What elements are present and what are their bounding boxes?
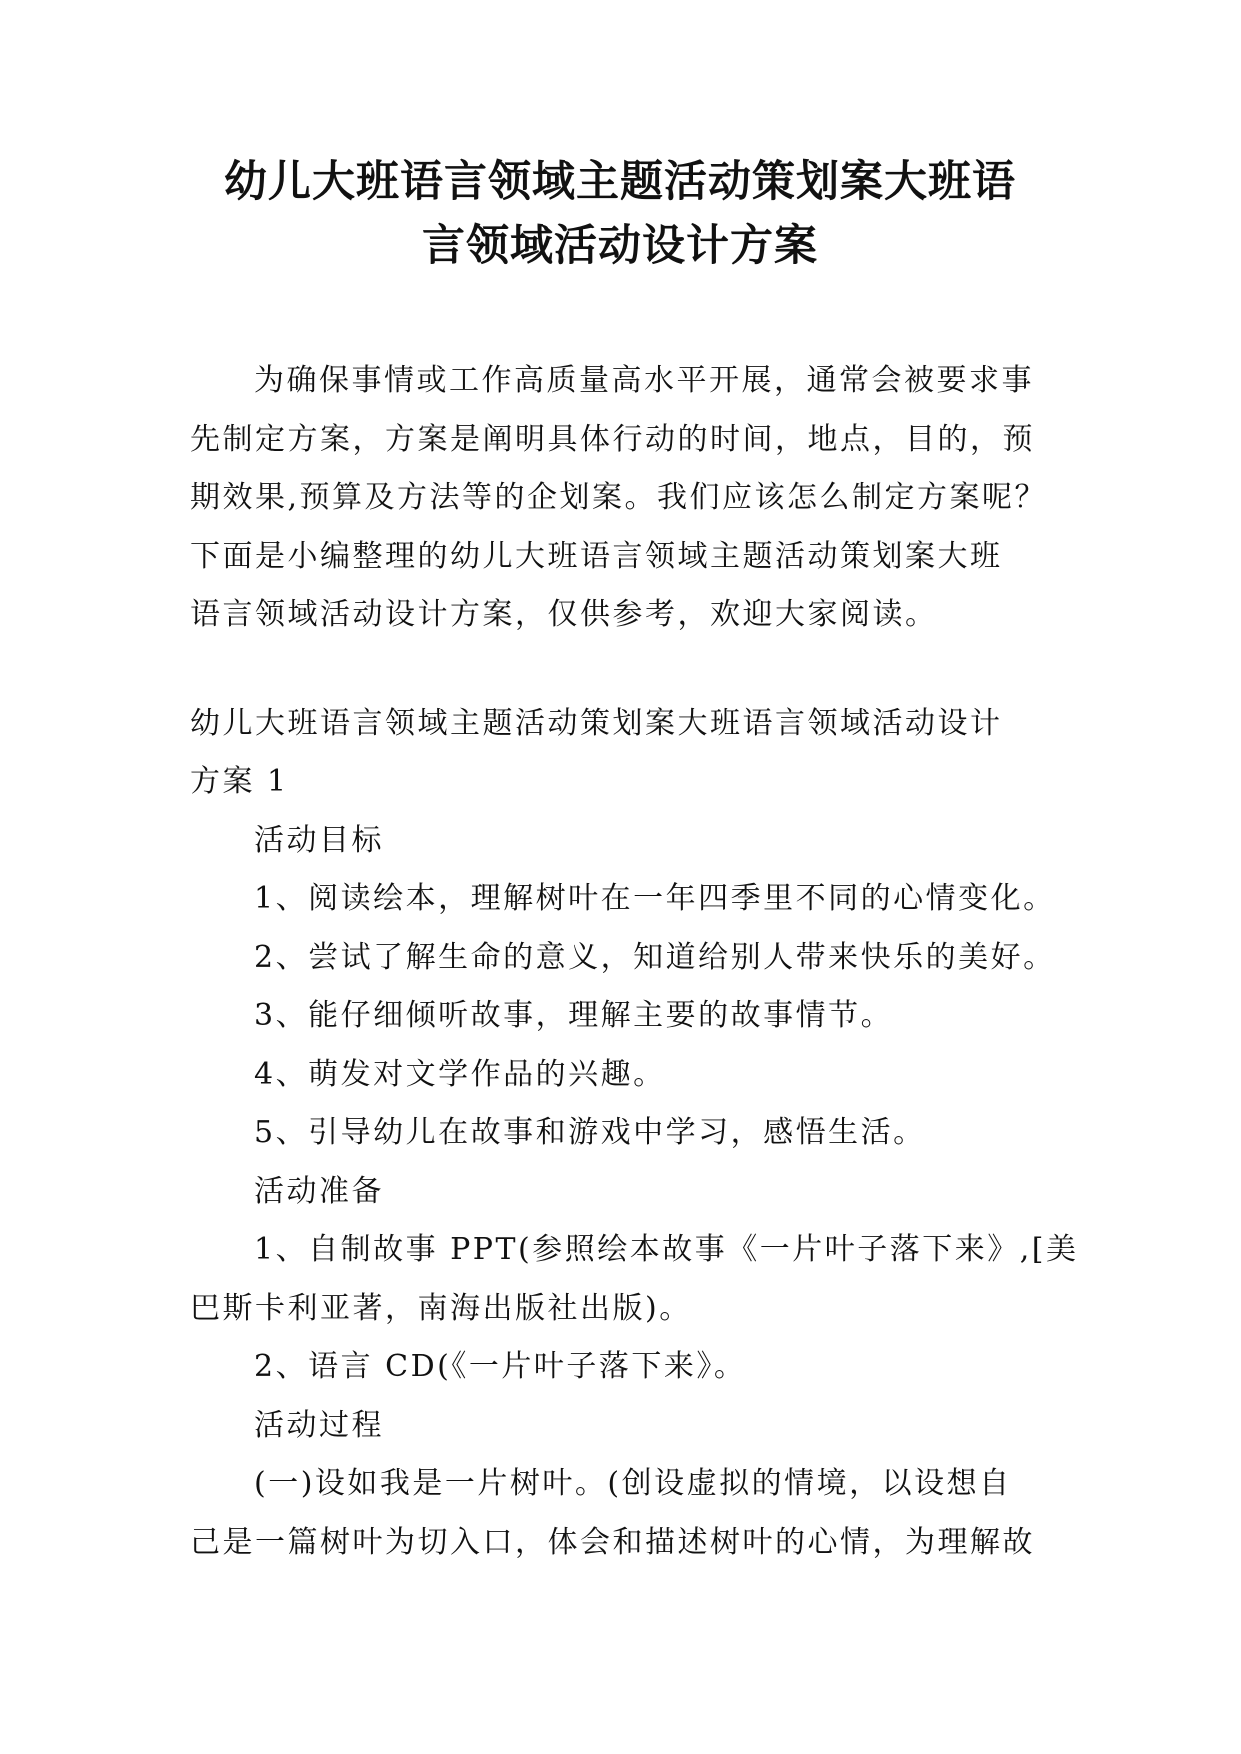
intro-line-5: 语言领域活动设计方案，仅供参考，欢迎大家阅读。 xyxy=(190,597,938,632)
goal-item: 3、能仔细倾听故事，理解主要的故事情节。 xyxy=(254,998,894,1033)
document-body xyxy=(190,352,1079,1572)
goal-item: 4、萌发对文学作品的兴趣。 xyxy=(254,1056,666,1092)
process-item-1-line-2: 己是一篇树叶为切入口，体会和描述树叶的心情，为理解故 xyxy=(190,1524,1035,1560)
prep-item-1 xyxy=(190,1221,1079,1338)
prep-item-1-line-2: 巴斯卡利亚著，南海出版社出版)。 xyxy=(190,1290,692,1326)
intro-line-2: 先制定方案，方案是阐明具体行动的时间，地点，目的，预 xyxy=(190,421,1035,457)
document-title xyxy=(190,150,1050,278)
goal-item: 2、尝试了解生命的意义，知道给别人带来快乐的美好。 xyxy=(254,939,1056,975)
intro-line-1: 为确保事情或工作高质量高水平开展，通常会被要求事 xyxy=(254,363,1034,398)
process-heading: 活动过程 xyxy=(254,1407,384,1443)
section-title-line-2: 方案 1 xyxy=(190,764,289,799)
title-line-1: 幼儿大班语言领域主题活动策划案大班语 xyxy=(224,157,1016,207)
section-title xyxy=(190,695,1060,812)
title-line-2: 言领域活动设计方案 xyxy=(422,221,818,271)
process-item-1-line-1: (一)设如我是一片树叶。(创设虚拟的情境，以设想自 xyxy=(254,1466,1012,1501)
section-title-line-1: 幼儿大班语言领域主题活动策划案大班语言领域活动设计 xyxy=(190,705,1003,741)
goals-heading: 活动目标 xyxy=(254,822,384,858)
prep-item-2: 2、语言 CD(《一片叶子落下来》。 xyxy=(254,1349,747,1384)
process-item-1 xyxy=(190,1455,1060,1572)
intro-line-4: 下面是小编整理的幼儿大班语言领域主题活动策划案大班 xyxy=(190,538,1003,574)
prep-heading: 活动准备 xyxy=(254,1173,384,1209)
prep-item-1-line-1: 1、自制故事 PPT(参照绘本故事《一片叶子落下来》,[美 xyxy=(254,1232,1079,1267)
intro-line-3: 期效果,预算及方法等的企划案。我们应该怎么制定方案呢？ xyxy=(190,480,1048,515)
intro-paragraph xyxy=(190,352,1060,645)
goal-item: 5、引导幼儿在故事和游戏中学习，感悟生活。 xyxy=(254,1115,926,1150)
goal-item: 1、阅读绘本，理解树叶在一年四季里不同的心情变化。 xyxy=(254,881,1056,916)
